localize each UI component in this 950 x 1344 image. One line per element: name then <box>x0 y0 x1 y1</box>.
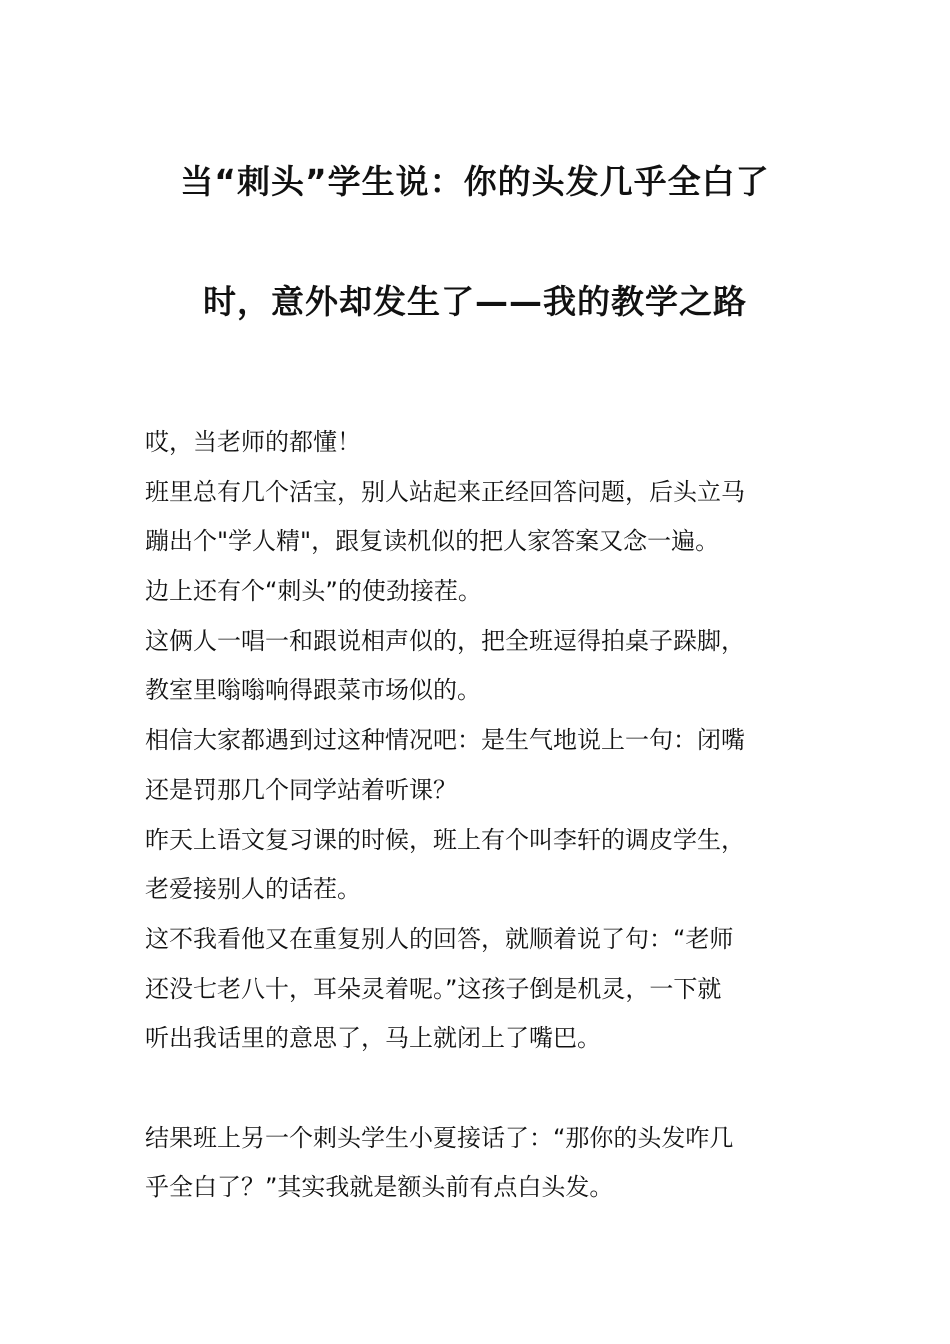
document-title-line-1: 当“刺头”学生说：你的头发几乎全白了 <box>180 162 770 201</box>
body-line: 听出我话里的意思了，马上就闭上了嘴巴。 <box>145 1024 601 1053</box>
body-line: 还没七老八十，耳朵灵着呢。”这孩子倒是机灵，一下就 <box>145 974 722 1003</box>
body-line: 相信大家都遇到过这种情况吧：是生气地说上一句：闭嘴 <box>145 726 745 755</box>
document-title-line-2: 时，意外却发生了——我的教学之路 <box>203 282 747 321</box>
body-line: 班里总有几个活宝，别人站起来正经回答问题，后头立马 <box>145 477 745 506</box>
paragraph-gap <box>145 1064 815 1114</box>
body-line: 边上还有个“刺头”的使劲接茬。 <box>145 577 482 606</box>
body-line: 昨天上语文复习课的时候，班上有个叫李轩的调皮学生， <box>145 825 745 854</box>
body-line: 这不我看他又在重复别人的回答，就顺着说了句：“老师 <box>145 924 734 953</box>
body-line: 乎全白了？”其实我就是额头前有点白头发。 <box>145 1173 614 1202</box>
body-line: 教室里嗡嗡响得跟菜市场似的。 <box>145 676 481 705</box>
body-line: 这俩人一唱一和跟说相声似的，把全班逗得拍桌子跺脚， <box>145 626 745 655</box>
body-line: 老爱接别人的话茬。 <box>145 875 361 904</box>
body-line: 还是罚那几个同学站着听课？ <box>145 775 457 804</box>
body-line: 哎，当老师的都懂！ <box>145 428 361 456</box>
body-line: 蹦出个"学人精"，跟复读机似的把人家答案又念一遍。 <box>145 527 720 556</box>
body-line: 结果班上另一个刺头学生小夏接话了：“那你的头发咋几 <box>145 1123 734 1152</box>
document-body <box>145 418 815 1213</box>
